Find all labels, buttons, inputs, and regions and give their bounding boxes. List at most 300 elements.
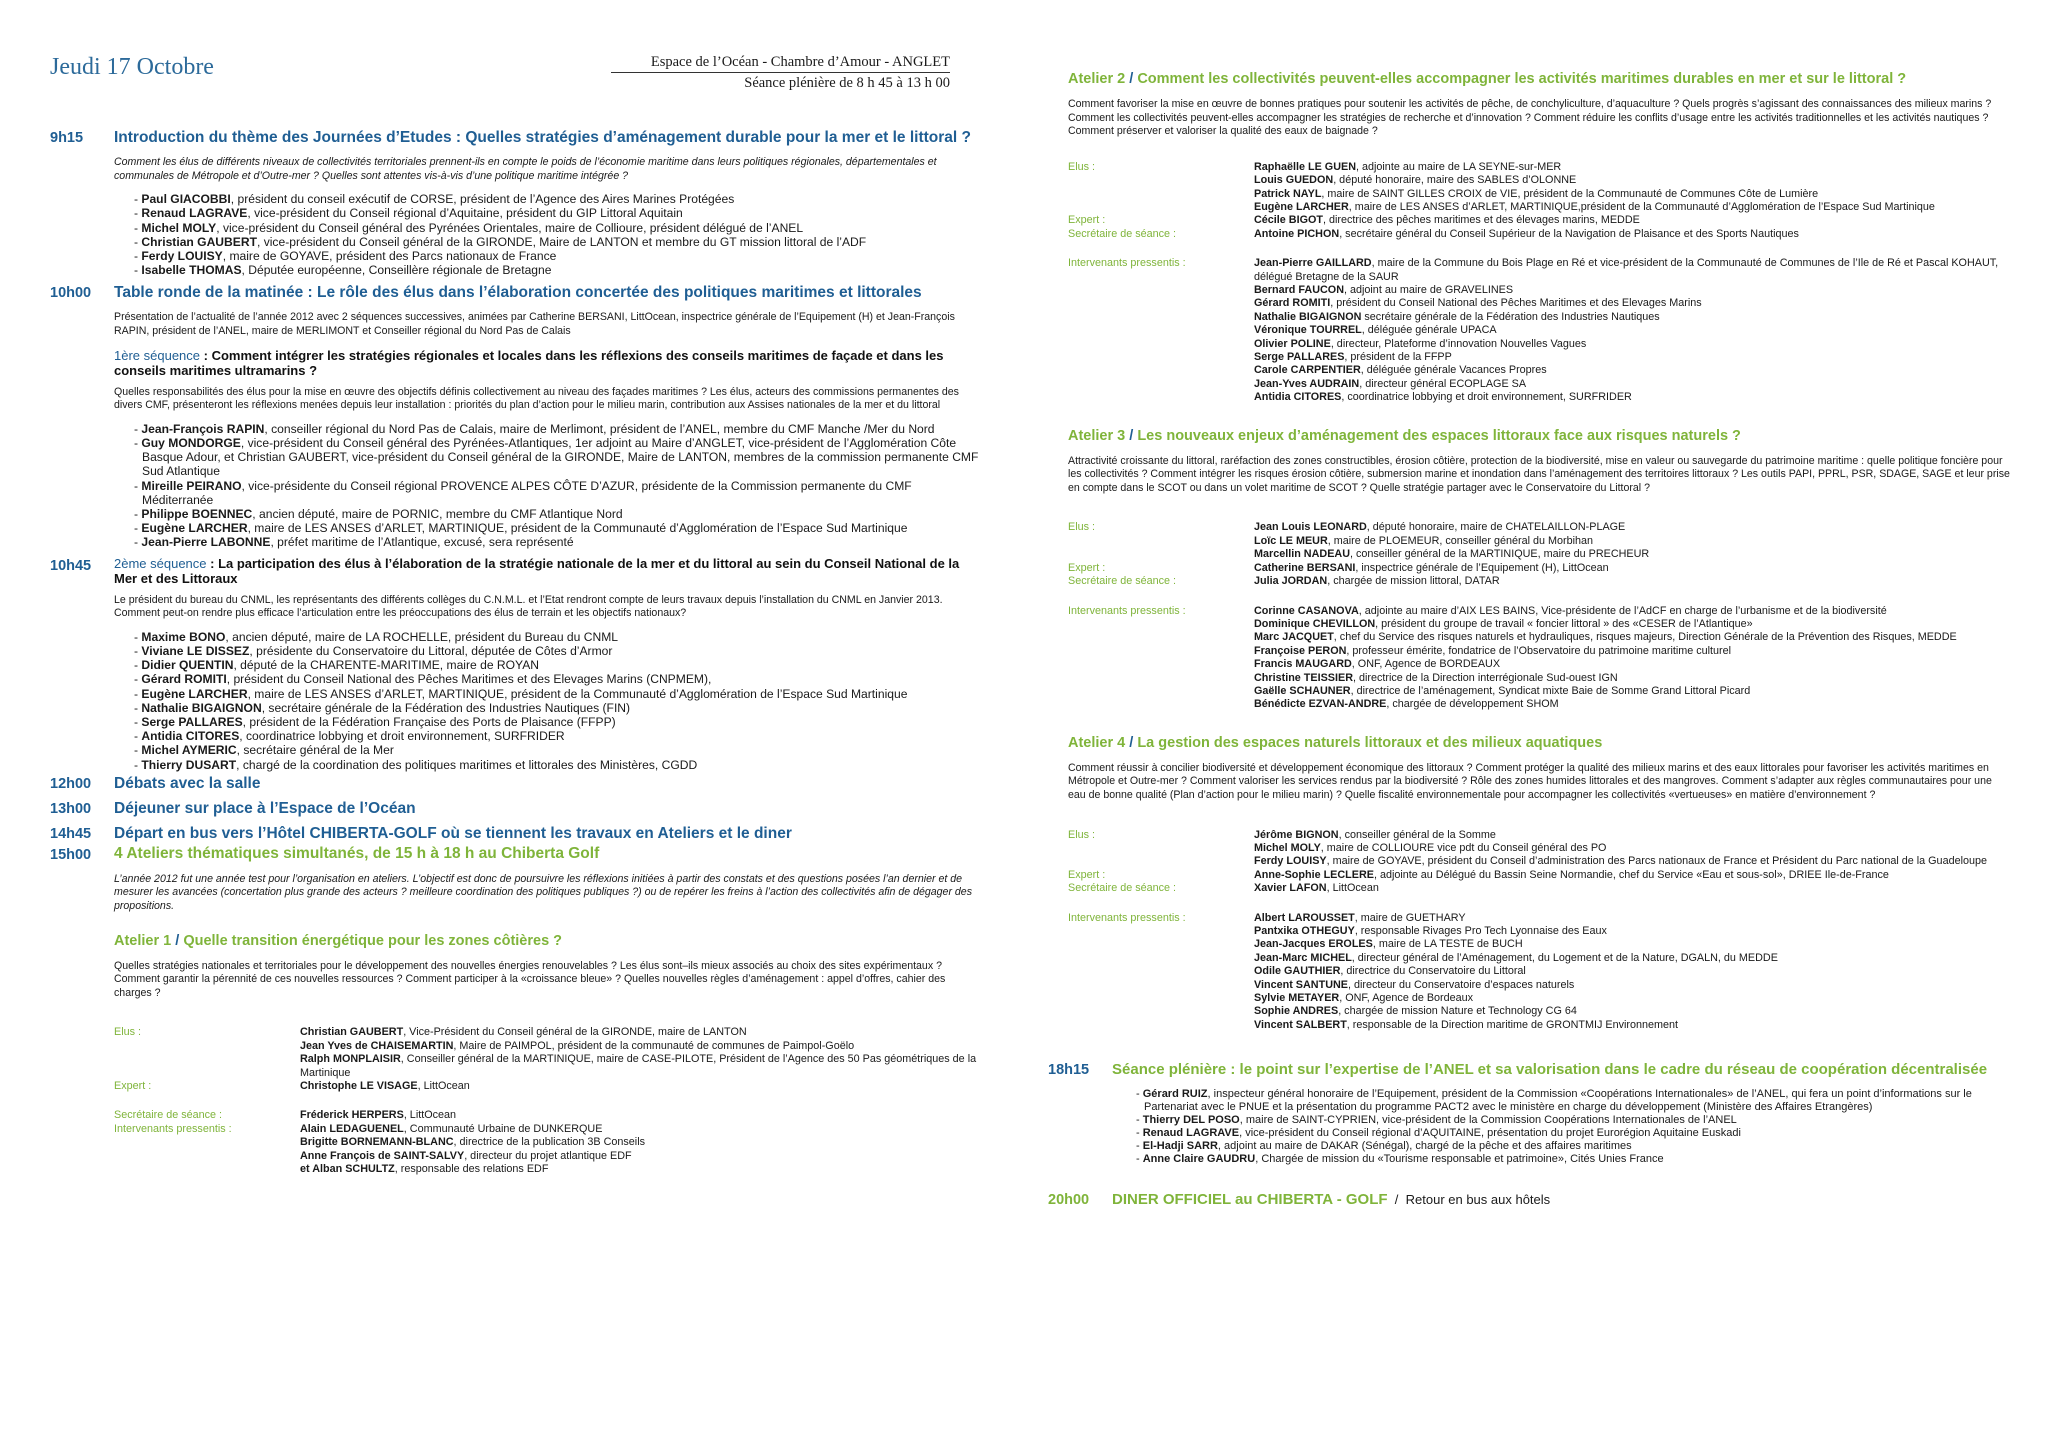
person-entry: - Antidia CITORES, coordinatrice lobbying et droit environnement, SURFRIDER — [134, 729, 565, 744]
venue-line: Espace de l’Océan - Chambre d’Amour - ANGLET — [611, 52, 950, 73]
person-entry — [1254, 1019, 2012, 1032]
person-name: Nathalie BIGAIGNON — [1254, 310, 1362, 323]
person-name: Didier QUENTIN — [141, 658, 234, 673]
atelier-1-participants — [114, 1026, 980, 1176]
person-role: , adjointe au maire de LA SEYNE-sur-MER — [1356, 160, 1562, 173]
person-role: , directeur général de l’Aménagement, du Logement et de la Nature, DGALN, du MEDDE — [1351, 951, 1778, 964]
atelier-label: Atelier 2 — [1068, 71, 1126, 87]
person-role: , LittOcean — [417, 1080, 470, 1093]
intervenants-list — [1254, 605, 2012, 712]
person-entry: - El-Hadji SARR, adjoint au maire de DAKAR (Sénégal), chargé de la pêche et des affaires maritimes — [1136, 1140, 1632, 1153]
person-name: Jérôme BIGNON — [1254, 828, 1339, 841]
elus-label: Elus : — [1068, 521, 1096, 534]
session-time: 20h00 — [1048, 1192, 1090, 1209]
person-role: , chef du Service des risques naturels et hydrauliques, risques majeurs, Direction Générale de la Prévention des Risques, MEDDE — [1333, 631, 1957, 644]
person-name: Pantxika OTHEGUY — [1254, 924, 1355, 937]
person-name: Christophe LE VISAGE — [300, 1080, 418, 1093]
elus-list — [1254, 521, 2012, 561]
atelier-description: Comment favoriser la mise en œuvre de bonnes pratiques pour soutenir les activités de pêche, de conchyliculture, d’aquaculture ? Quels progrès s’agissant des connaissances des milieux marins ? Comment les collectivités peuvent-elles accompagner les stratégies de recherche et d’innovation ? Comment réduire les conflits d’usage entre les activités traditionnelles et les activités nautiques ? Comment préserver et valoriser la qualité des eaux de baignade ? — [1068, 98, 1992, 138]
person-entry: - Michel MOLY, vice-président du Conseil général des Pyrénées Orientales, maire de Collioure, président délégué de l’ANEL — [134, 220, 804, 235]
person-name: Paul GIACOBBI — [141, 192, 231, 207]
session-title: Table ronde de la matinée : Le rôle des élus dans l’élaboration concertée des politiques maritimes et littorales — [114, 284, 922, 302]
person-name: Ferdy LOUISY — [1254, 855, 1327, 868]
person-role: , maire de COLLIOURE vice pdt du Conseil général des PO — [1320, 841, 1607, 854]
person-entry: - Didier QUENTIN, député de la CHARENTE-MARITIME, maire de ROYAN — [134, 658, 540, 673]
person-role: , chargée de mission littoral, DATAR — [1327, 575, 1500, 588]
person-entry — [1254, 201, 2012, 214]
elus-label: Elus : — [1068, 160, 1096, 173]
person-name: Bénédicte EZVAN-ANDRE — [1254, 698, 1387, 711]
person-entry — [1254, 311, 2012, 324]
person-entry — [300, 1163, 980, 1176]
person-name: Sylvie METAYER — [1254, 992, 1340, 1004]
person-name: Ferdy LOUISY — [141, 249, 223, 263]
intervenants-label: Intervenants pressentis : — [1068, 911, 1186, 924]
person-entry: - Jean-Pierre LABONNE, préfet maritime de l’Atlantique, excusé, sera représenté — [134, 535, 574, 550]
secretaire-label: Secrétaire de séance : — [1068, 575, 1177, 588]
person-entry — [1254, 562, 2012, 575]
person-role: , maire de SAINT GILLES CROIX de VIE, président de la Communauté de Communes Côte de Lumière — [1321, 187, 1819, 200]
person-name: Eugène LARCHER — [1254, 201, 1349, 213]
person-name: Xavier LAFON — [1254, 882, 1327, 895]
atelier-separator: / — [1125, 427, 1138, 444]
person-role: , vice-président du Conseil régional d’AQUITAINE, présentation du projet Eurorégion Aquitaine Euskadi — [1239, 1127, 1741, 1140]
person-entry — [300, 1080, 980, 1093]
person-role: , responsable des relations EDF — [394, 1163, 549, 1176]
person-entry — [1254, 378, 2012, 391]
person-name: Antoine PICHON — [1254, 227, 1340, 240]
person-name: Carole CARPENTIER — [1254, 364, 1361, 377]
session-title: Débats avec la salle — [114, 774, 261, 792]
person-entry — [1254, 698, 2012, 711]
session-10h45 — [50, 556, 980, 778]
person-role: , adjointe au Délégué du Bassin Seine Normandie, chef du Service «Eau et sous-sol», DRIEE Ile-de-France — [1373, 868, 1889, 881]
person-role: , directeur du Conservatoire d’espaces naturels — [1348, 978, 1575, 991]
atelier-description: Attractivité croissante du littoral, raréfaction des zones constructibles, érosion côtière, protection de la biodiversité, mise en valeur ou sauvegarde du patrimoine maritime : quelle politique foncière pour les collectivités ? Comment intégrer les risques érosion côtière, submersion marine et inondation dans l’aménagement des territoires littoraux ? Les outils PAPI, PPRL, PSR, SDAGE, SAGE et leur prise en compte dans le SCOT ou dans un volet maritime de SCOT ? Quelle stratégie partager avec le Conservatoire du Littoral ? — [1068, 454, 2010, 494]
intervenants-list — [300, 1123, 980, 1177]
person-role: , directeur du projet atlantique EDF — [464, 1149, 632, 1162]
ateliers-title: 4 Ateliers thématiques simultanés, de 15 h à 18 h au Chiberta Golf — [114, 844, 600, 862]
person-role: , directeur général ECOPLAGE SA — [1359, 377, 1527, 390]
person-entry: - Philippe BOENNEC, ancien député, maire de PORNIC, membre du CMF Atlantique Nord — [134, 507, 623, 521]
day-title: Jeudi 17 Octobre — [50, 54, 214, 80]
person-entry — [300, 1026, 980, 1039]
person-role: secrétaire générale de la Fédération des Industries Nautiques — [1361, 310, 1660, 323]
person-role: , directeur, Plateforme d’innovation Nouvelles Vagues — [1330, 337, 1587, 350]
person-name: Alain LEDAGUENEL — [300, 1122, 404, 1135]
person-role: , adjoint au maire de DAKAR (Sénégal), chargé de la pêche et des affaires maritimes — [1217, 1140, 1632, 1153]
expert-list — [1254, 869, 2012, 882]
session-13h00 — [50, 799, 980, 824]
person-name: Jean-François RAPIN — [141, 421, 265, 436]
person-role: , conseiller général de la MARTINIQUE, maire du PRECHEUR — [1350, 548, 1650, 561]
person-role: , secrétaire général du Conseil Supérieur de la Navigation de Plaisance et des Sports Nautiques — [1339, 227, 1799, 240]
person-role: , président du Conseil National des Pêches Maritimes et des Elevages Marins (CNPMEM), — [226, 672, 712, 687]
person-entry — [1254, 535, 2012, 548]
session-time: 18h15 — [1048, 1062, 1090, 1079]
person-entry — [1254, 521, 2012, 534]
person-entry: - Thierry DEL POSO, maire de SAINT-CYPRIEN, vice-président de la Commission Coopérations Internationales de l’ANEL — [1136, 1114, 1737, 1127]
person-entry — [1254, 548, 2012, 561]
person-role: , maire de LES ANSES d’ARLET, MARTINIQUE, président de la Communauté d’Agglomération de l’Espace Sud Martinique — [247, 521, 908, 536]
person-role: , maire de GOYAVE, président du Conseil d’administration des Parcs nationaux de France et Président du Parc national de la Guadeloupe — [1326, 855, 1987, 868]
person-name: Thierry DEL POSO — [1142, 1114, 1240, 1127]
person-role: , vice-président du Conseil général des Pyrénées Orientales, maire de Collioure, président délégué de l’ANEL — [216, 220, 804, 235]
person-role: , secrétaire général de la Mer — [236, 743, 394, 758]
person-name: Brigitte BORNEMANN-BLANC — [300, 1136, 454, 1149]
person-entry: - Guy MONDORGE, vice-président du Conseil général des Pyrénées-Atlantiques, 1er adjoint au Maire d’ANGLET, vice-président de l’Agglomération Côte Basque Adour, et Christian GAUBERT, vice-président du Conseil général de la GIRONDE, Maire de LANTON, membres de la commission permanente CMF Sud Atlantique — [134, 435, 979, 479]
person-entry — [1254, 351, 2012, 364]
person-name: Renaud LAGRAVE — [141, 206, 248, 221]
atelier-heading: Comment les collectivités peuvent-elles accompagner les activités maritimes durables en mer et sur le littoral ? — [1137, 71, 1907, 87]
person-role: , conseiller général de la Somme — [1338, 828, 1496, 841]
sequence-text: : Comment intégrer les stratégies régionales et locales dans les réflexions des conseils maritimes de façade et dans les conseils maritimes ultramarins ? — [114, 347, 944, 378]
person-role: , ONF, Agence de BORDEAUX — [1351, 658, 1501, 671]
expert-list — [300, 1080, 980, 1093]
person-role: , maire de LES ANSES d’ARLET, MARTINIQUE,président de la Communauté d’Agglomération de l’Espace Sud Martinique — [1348, 201, 1935, 213]
session-title: Départ en bus vers l’Hôtel CHIBERTA-GOLF où se tiennent les travaux en Ateliers et le diner — [114, 824, 792, 842]
person-entry — [1254, 1005, 2012, 1018]
person-name: Gérard RUIZ — [1142, 1088, 1208, 1101]
session-14h45 — [50, 824, 980, 845]
person-entry — [1254, 575, 2012, 588]
person-name: Patrick NAYL — [1254, 187, 1322, 200]
person-name: Jean Yves de CHAISEMARTIN — [300, 1039, 454, 1052]
person-name: et Alban SCHULTZ — [300, 1163, 395, 1176]
person-entry — [1254, 855, 2012, 868]
person-name: Viviane LE DISSEZ — [141, 644, 250, 658]
person-name: Véronique TOURREL — [1254, 324, 1362, 337]
ateliers-description: L’année 2012 fut une année test pour l’organisation en ateliers. L’objectif est donc de poursuivre les réflexions initiées à partir des constats et des questions posées l’an dernier et de mesurer les avancées (concertation plus grande des acteurs ? meilleure coordination des politiques publiques ?) ou de repérer les freins à l’action des collectivités afin de dégager des propositions. — [114, 872, 972, 913]
person-entry: - Renaud LAGRAVE, vice-président du Conseil régional d’AQUITAINE, présentation du projet Eurorégion Aquitaine Euskadi — [1136, 1127, 1741, 1140]
person-entry — [1254, 912, 2012, 925]
person-role: , vice-président du Conseil général de la GIRONDE, Maire de LANTON et membre du GT mission littoral de l’ADF — [256, 234, 867, 249]
person-entry — [1254, 257, 2012, 284]
person-entry — [1254, 338, 2012, 351]
person-name: Corinne CASANOVA — [1254, 604, 1359, 617]
person-entry — [1254, 965, 2012, 978]
person-entry — [1254, 842, 2012, 855]
person-role: , maire de SAINT-CYPRIEN, vice-président de la Commission Coopérations Internationales de l’ANEL — [1239, 1114, 1737, 1127]
session-title: Séance plénière : le point sur l’expertise de l’ANEL et sa valorisation dans le cadre du réseau de coopération décentralisée — [1112, 1061, 1988, 1079]
person-role: , chargé de la coordination des politiques maritimes et littorales des Ministères, CGDD — [236, 757, 698, 772]
person-name: Raphaëlle LE GUEN — [1254, 160, 1356, 173]
person-entry — [1254, 605, 2012, 618]
person-entry: - Serge PALLARES, président de la Fédération Française des Ports de Plaisance (FFPP) — [134, 715, 616, 730]
session-time: 12h00 — [50, 775, 92, 792]
person-name: Eugène LARCHER — [141, 686, 248, 701]
person-entry: - Thierry DUSART, chargé de la coordination des politiques maritimes et littorales des Ministères, CGDD — [134, 757, 698, 772]
person-role: , ONF, Agence de Bordeaux — [1339, 992, 1474, 1004]
atelier-4-title — [1068, 734, 2012, 752]
person-name: Vincent SALBERT — [1254, 1018, 1347, 1031]
person-role: , ancien député, maire de LA ROCHELLE, président du Bureau du CNML — [225, 629, 619, 644]
session-separator: / — [1387, 1192, 1406, 1208]
person-role: , Conseiller général de la MARTINIQUE, maire de CASE-PILOTE, Président de l’Agence des 50 Pas géométriques de la Martinique — [300, 1053, 977, 1079]
intervenants-label: Intervenants pressentis : — [1068, 604, 1186, 617]
person-name: Renaud LAGRAVE — [1142, 1127, 1240, 1140]
person-role: , Députée européenne, Conseillère régionale de Bretagne — [241, 263, 552, 278]
person-name: Dominique CHEVILLON — [1254, 617, 1376, 630]
intervenants-label: Intervenants pressentis : — [114, 1122, 232, 1135]
person-name: Guy MONDORGE — [141, 435, 241, 450]
person-role: , maire de LES ANSES d’ARLET, MARTINIQUE, président de la Communauté d’Agglomération de l’Espace Sud Martinique — [247, 686, 908, 701]
person-role: , directrice de l’aménagement, Syndicat mixte Baie de Somme Grand Littoral Picard — [1350, 684, 1751, 697]
person-entry — [300, 1136, 980, 1149]
person-name: Jean-Jacques EROLES — [1254, 938, 1373, 951]
page-header — [50, 50, 980, 128]
person-entry — [1254, 658, 2012, 671]
person-role: , maire de GUETHARY — [1354, 911, 1466, 924]
person-name: Michel AYMERIC — [141, 743, 237, 758]
person-entry: - Gérard RUIZ, inspecteur général honoraire de l’Equipement, président de la Commission «Coopérations Internationales» de l’ANEL, qui fera un point d’informations sur le Partenariat avec le PNUE et la présentation du programme PACT2 avec le ministère en charge du développement (Ministère des Affaires Etrangères) — [1136, 1088, 1972, 1114]
person-entry: - Eugène LARCHER, maire de LES ANSES d’ARLET, MARTINIQUE, président de la Communauté d’Agglomération de l’Espace Sud Martinique — [134, 521, 908, 536]
person-role: , maire de LA TESTE de BUCH — [1372, 938, 1523, 951]
session-9h15 — [50, 128, 980, 283]
person-entry: - Ferdy LOUISY, maire de GOYAVE, président des Parcs nationaux de France — [134, 249, 557, 263]
person-role: , président du groupe de travail « foncier littoral » des «CESER de l’Atlantique» — [1375, 617, 1753, 630]
person-name: Maxime BONO — [141, 629, 226, 644]
elus-list — [1254, 161, 2012, 215]
person-entry — [1254, 228, 2012, 241]
atelier-4 — [1068, 734, 2012, 1032]
person-role: , Communauté Urbaine de DUNKERQUE — [403, 1122, 603, 1135]
atelier-heading: Les nouveaux enjeux d’aménagement des espaces littoraux face aux risques naturels ? — [1137, 427, 1741, 444]
person-entry — [1254, 882, 2012, 895]
sequence-label: 2ème séquence — [114, 555, 207, 571]
person-name: Gaëlle SCHAUNER — [1254, 684, 1351, 697]
secretaire-label: Secrétaire de séance : — [1068, 227, 1177, 240]
session-15h00 — [50, 845, 980, 1027]
person-role: , Maire de PAIMPOL, président de la communauté de communes de Paimpol-Goëlo — [453, 1039, 855, 1052]
person-role: , déléguée générale UPACA — [1361, 324, 1497, 337]
person-role: , vice-président du Conseil régional d’Aquitaine, président du GIP Littoral Aquitain — [247, 206, 683, 221]
person-entry: - Nathalie BIGAIGNON, secrétaire générale de la Fédération des Industries Nautiques (FIN) — [134, 700, 631, 715]
right-page — [1024, 0, 2048, 1448]
person-name: Anne François de SAINT-SALVY — [300, 1149, 465, 1162]
person-role: , conseiller régional du Nord Pas de Calais, maire de Merlimont, président de l’ANEL, membre du CMF Manche /Mer du Nord — [264, 421, 935, 436]
atelier-separator: / — [1125, 71, 1138, 87]
person-role: , président du Conseil National des Pêches Maritimes et des Elevages Marins — [1330, 297, 1702, 310]
person-entry — [1254, 618, 2012, 631]
person-role: , président de la FFPP — [1344, 351, 1452, 364]
atelier-description: Comment réussir à concilier biodiversité et développement économique des littoraux ? Comment protéger la qualité des milieux marins et des eaux littorales pour favoriser les activités maritimes en Métropole et Outre-mer ? Comment valoriser les services rendus par la biodiversité ? Rôle des zones humides littorales et des mangroves. Comment s’adapter aux règles communautaires pour une eau de bonne qualité (Plan d’action pour le milieu marin) ? Quelle fiscalité environnementale pour accompagner les collectivités «vertueuses» en matière d’environnement ? — [1068, 761, 1992, 801]
person-entry — [1254, 829, 2012, 842]
person-role: , président de la Fédération Française des Ports de Plaisance (FFPP) — [242, 715, 616, 730]
person-role: , responsable de la Direction maritime de GRONTMIJ Environnement — [1346, 1018, 1679, 1031]
person-name: Marcellin NADEAU — [1254, 548, 1350, 561]
secretaire-label: Secrétaire de séance : — [1068, 882, 1177, 895]
person-name: Serge PALLARES — [141, 715, 243, 730]
person-role: , Chargée de mission du «Tourisme responsable et patrimoine», Cités Unies France — [1255, 1153, 1664, 1166]
person-entry — [1254, 685, 2012, 698]
atelier-2 — [1068, 70, 2012, 405]
person-name: Fréderick HERPERS — [300, 1109, 404, 1122]
speaker-list — [114, 630, 980, 772]
person-entry — [1254, 188, 2012, 201]
person-entry: - Anne Claire GAUDRU, Chargée de mission du «Tourisme responsable et patrimoine», Cités Unies France — [1136, 1153, 1664, 1166]
person-entry: - Mireille PEIRANO, vice-présidente du Conseil régional PROVENCE ALPES CÔTE D’AZUR, présidente de la Commission permanente du CMF Méditerranée — [134, 478, 912, 507]
person-name: Jean-Yves AUDRAIN — [1254, 377, 1360, 390]
person-name: Anne-Sophie LECLERE — [1254, 868, 1374, 881]
person-name: Cécile BIGOT — [1254, 214, 1323, 227]
person-name: Christian GAUBERT — [141, 234, 257, 249]
atelier-4-participants — [1068, 829, 2012, 1033]
speaker-list — [1112, 1088, 2012, 1166]
person-entry: - Christian GAUBERT, vice-président du Conseil général de la GIRONDE, Maire de LANTON et membre du GT mission littoral de l’ADF — [134, 234, 867, 249]
session-time: 10h45 — [50, 557, 92, 574]
person-name: Christine TEISSIER — [1254, 671, 1353, 684]
atelier-separator: / — [1125, 734, 1138, 751]
atelier-2-participants — [1068, 161, 2012, 405]
person-name: Jean Louis LEONARD — [1254, 521, 1367, 534]
sequence-title — [114, 348, 980, 378]
session-18h15 — [1048, 1060, 2012, 1172]
person-entry: - Jean-François RAPIN, conseiller régional du Nord Pas de Calais, maire de Merlimont, président de l’ANEL, membre du CMF Manche /Mer du Nord — [134, 421, 935, 436]
atelier-label: Atelier 1 — [114, 932, 172, 949]
session-time: 9h15 — [50, 130, 84, 146]
person-role: , préfet maritime de l’Atlantique, excusé, sera représenté — [270, 535, 574, 550]
session-title: Déjeuner sur place à l’Espace de l’Océan — [114, 799, 416, 817]
person-name: Catherine BERSANI — [1254, 561, 1356, 574]
person-role: , adjoint au maire de GRAVELINES — [1344, 284, 1514, 297]
session-20h00 — [1048, 1190, 2012, 1209]
atelier-3-participants — [1068, 521, 2012, 711]
person-role: , responsable Rivages Pro Tech Lyonnaise des Eaux — [1354, 924, 1607, 937]
session-time: 13h00 — [50, 800, 92, 817]
person-entry — [1254, 297, 2012, 310]
person-name: Antidia CITORES — [141, 729, 240, 744]
person-entry — [1254, 364, 2012, 377]
session-time: 14h45 — [50, 825, 92, 842]
venue-block — [611, 52, 950, 93]
session-time: 15h00 — [50, 846, 92, 863]
person-role: , vice-présidente du Conseil régional PROVENCE ALPES CÔTE D’AZUR, présidente de la Commission permanente du CMF Méditerranée — [142, 478, 912, 507]
person-entry — [300, 1053, 980, 1080]
person-entry — [1254, 161, 2012, 174]
atelier-heading: Quelle transition énergétique pour les zones côtières ? — [183, 932, 563, 949]
person-role: , adjointe au maire d’AIX LES BAINS, Vice-présidente de l’AdCF en charge de l’urbanisme et de la biodiversité — [1358, 604, 1887, 617]
person-entry — [1254, 214, 2012, 227]
person-name: Françoise PERON — [1254, 644, 1347, 657]
seance-line: Séance plénière de 8 h 45 à 13 h 00 — [744, 75, 950, 91]
person-role: , maire de GOYAVE, président des Parcs nationaux de France — [222, 249, 557, 263]
person-entry: - Eugène LARCHER, maire de LES ANSES d’ARLET, MARTINIQUE, président de la Communauté d’Agglomération de l’Espace Sud Martinique — [134, 686, 908, 701]
expert-label: Expert : — [114, 1080, 152, 1093]
person-entry — [1254, 174, 2012, 187]
person-role: , député honoraire, maire de CHATELAILLON-PLAGE — [1366, 521, 1626, 534]
person-entry — [300, 1040, 980, 1053]
session-description: Comment les élus de différents niveaux de collectivités territoriales prennent-ils en compte le poids de l’économie maritime dans leurs politiques régionales, départementales et communales de Métropole et d’Outre-mer ? Quelles sont attentes vis-à-vis d’une politique maritime intégrée ? — [114, 156, 937, 182]
person-name: Odile GAUTHIER — [1254, 965, 1341, 978]
person-role: , président du conseil exécutif de CORSE, président de l’Agence des Aires Marines Protégées — [230, 192, 735, 207]
person-entry — [300, 1150, 980, 1163]
person-name: Sophie ANDRES — [1254, 1005, 1339, 1018]
atelier-separator: / — [171, 932, 184, 949]
person-name: Jean-Marc MICHEL — [1254, 951, 1352, 964]
sequence-title — [114, 556, 980, 586]
secretaire-list — [1254, 228, 2012, 241]
person-name: Gérard ROMITI — [1254, 297, 1331, 310]
person-name: Philippe BOENNEC — [141, 507, 253, 521]
person-entry: - Renaud LAGRAVE, vice-président du Conseil régional d’Aquitaine, président du GIP Littoral Aquitain — [134, 206, 683, 221]
speaker-list — [114, 422, 980, 550]
person-role: , LittOcean — [403, 1109, 457, 1122]
session-10h00 — [50, 283, 980, 555]
person-role: , ancien député, maire de PORNIC, membre du CMF Atlantique Nord — [252, 507, 623, 521]
person-role: , Vice-Président du Conseil général de la GIRONDE, maire de LANTON — [403, 1026, 747, 1039]
session-time: 10h00 — [50, 285, 92, 302]
person-name: Isabelle THOMAS — [141, 263, 242, 278]
person-entry: - Paul GIACOBBI, président du conseil exécutif de CORSE, président de l’Agence des Aires Marines Protégées — [134, 192, 735, 207]
person-role: , inspectrice générale de l’Equipement (H), LittOcean — [1355, 561, 1609, 574]
person-name: Marc JACQUET — [1254, 631, 1334, 644]
person-name: Michel MOLY — [1254, 841, 1321, 854]
person-role: , directrice des pêches maritimes et des élevages marins, MEDDE — [1323, 214, 1640, 227]
person-name: Thierry DUSART — [141, 757, 237, 772]
person-name: Antidia CITORES — [1254, 391, 1342, 404]
atelier-label: Atelier 3 — [1068, 427, 1126, 444]
expert-list — [1254, 562, 2012, 575]
atelier-2-title — [1068, 70, 2012, 88]
person-name: Vincent SANTUNE — [1254, 978, 1348, 991]
person-role: , maire de PLOEMEUR, conseiller général du Morbihan — [1327, 534, 1594, 547]
person-role: , déléguée générale Vacances Propres — [1360, 364, 1547, 377]
person-role: , professeur émérite, fondatrice de l’Observatoire du patrimoine maritime culturel — [1346, 644, 1732, 657]
person-role: , vice-président du Conseil général des Pyrénées-Atlantiques, 1er adjoint au Maire d’ANGLET, vice-président de l’Agglomération Côte Basque Adour, et Christian GAUBERT, vice-président du Conseil général de la GIRONDE, Maire de LANTON, membres de la commission permanente CMF Sud Atlantique — [142, 435, 979, 479]
person-entry: - Michel AYMERIC, secrétaire général de la Mer — [134, 743, 394, 758]
person-entry — [1254, 925, 2012, 938]
person-name: El-Hadji SARR — [1142, 1140, 1218, 1153]
person-name: Francis MAUGARD — [1254, 658, 1352, 671]
person-role: , maire de la Commune du Bois Plage en Ré et vice-président de la Communauté de Communes de l’Ile de Ré et Pascal KOHAUT, délégué Bretagne de la SAUR — [1254, 257, 1999, 283]
person-name: Bernard FAUCON — [1254, 284, 1344, 297]
person-role: , directrice du Conservatoire du Littoral — [1340, 965, 1526, 978]
speaker-list — [114, 192, 980, 277]
person-name: Julia JORDAN — [1254, 575, 1328, 588]
person-name: Olivier POLINE — [1254, 337, 1331, 350]
person-entry — [1254, 284, 2012, 297]
expert-label: Expert : — [1068, 561, 1106, 574]
secretaire-list — [1254, 882, 2012, 895]
person-entry: - Maxime BONO, ancien député, maire de LA ROCHELLE, président du Bureau du CNML — [134, 629, 619, 644]
person-role: , chargée de mission Nature et Technology CG 64 — [1338, 1005, 1577, 1018]
secretaire-list — [1254, 575, 2012, 588]
person-name: Albert LAROUSSET — [1254, 911, 1355, 924]
person-role: , député de la CHARENTE-MARITIME, maire de ROYAN — [233, 658, 540, 673]
atelier-3 — [1068, 427, 2012, 712]
person-role: , coordinatrice lobbying et droit environnement, SURFRIDER — [1341, 391, 1632, 404]
session-12h00 — [50, 774, 980, 799]
person-role: , directrice de la publication 3B Conseils — [453, 1136, 645, 1149]
person-entry — [1254, 631, 2012, 644]
person-name: Loïc LE MEUR — [1254, 534, 1328, 547]
person-name: Nathalie BIGAIGNON — [141, 700, 262, 715]
intervenants-list — [1254, 257, 2012, 404]
person-entry — [1254, 979, 2012, 992]
person-entry: - Viviane LE DISSEZ, présidente du Conservatoire du Littoral, députée de Côtes d’Armor — [134, 644, 613, 658]
person-role: , coordinatrice lobbying et droit environnement, SURFRIDER — [239, 729, 565, 744]
person-name: Eugène LARCHER — [141, 521, 248, 536]
person-entry — [1254, 869, 2012, 882]
person-name: Ralph MONPLAISIR — [300, 1053, 401, 1066]
expert-list — [1254, 214, 2012, 227]
elus-list — [300, 1026, 980, 1080]
sequence-description: Quelles responsabilités des élus pour la mise en œuvre des objectifs définis collectivement au niveau des façades maritimes ? Les élus, acteurs des commissions permanentes des divers CMF, présenteront les réflexions menées depuis leur installation : priorités du plan d’action pour le milieu marin, contribution aux Assises nationales de la mer et du littoral — [114, 385, 959, 412]
session-title: DINER OFFICIEL au CHIBERTA - GOLF — [1112, 1191, 1388, 1209]
session-description: Présentation de l’actualité de l’année 2012 avec 2 séquences successives, animées par Catherine BERSANI, LittOcean, inspectrice générale de l’Equipement (H) et Jean-François RAPIN, président de l’ANEL, maire de MERLIMONT et Conseiller régional du Nord Pas de Calais — [114, 311, 955, 337]
person-role: , député honoraire, maire des SABLES d’OLONNE — [1333, 174, 1577, 187]
